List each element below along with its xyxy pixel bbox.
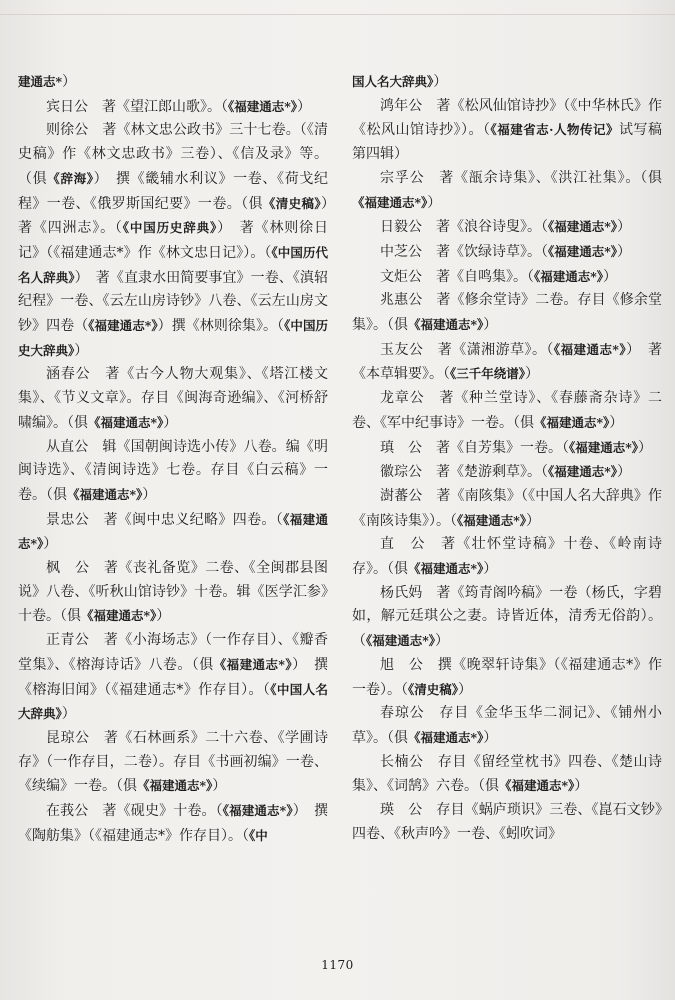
entry-paragraph <box>352 799 662 846</box>
entry-text: ） <box>483 729 498 746</box>
source-citation: 《福建通志*》 <box>534 414 610 430</box>
source-citation: 《中国历史大辞典》 <box>18 318 329 358</box>
entry-paragraph <box>352 70 662 95</box>
entry-text: ） <box>574 778 589 795</box>
source-citation: 《清史稿》 <box>262 195 321 211</box>
source-citation: 《福建通志*》 <box>553 341 627 357</box>
source-citation: 《福建通志*》 <box>81 608 157 624</box>
entry-paragraph <box>352 460 662 485</box>
source-citation: 《福建通志*》 <box>352 194 428 210</box>
entry-text: ） <box>74 342 89 359</box>
entry-text: ） <box>617 464 632 481</box>
source-citation: 《福建通志*》 <box>222 803 293 819</box>
entry-text: 景忠公 著《闽中忠义纪略》四卷。（ <box>46 511 284 528</box>
entry-text: ） <box>617 219 632 236</box>
entry-paragraph <box>352 654 662 702</box>
entry-text: ） <box>163 414 178 431</box>
entry-paragraph <box>352 387 662 435</box>
entry-text: 在莪公 著《砚史》十卷。（ <box>46 803 223 820</box>
entry-paragraph <box>18 727 328 799</box>
page-number: 1170 <box>321 958 354 972</box>
entry-paragraph <box>18 70 328 95</box>
right-column <box>352 70 662 847</box>
entry-paragraph <box>18 363 328 435</box>
entry-text: 直 公 著《壮怀堂诗稿》十卷、《岭南诗存》。（俱 <box>352 536 662 578</box>
entry-text: ） 著《直隶水田简要事宜》一卷、《滇轺纪程》一卷、《云左山房诗钞》八卷、《云左山房文钞》四卷（ <box>18 269 328 335</box>
entry-text: ）撰《林则徐集》。（ <box>157 318 285 335</box>
entry-paragraph <box>18 508 328 557</box>
entry-text: ） <box>61 706 76 723</box>
source-citation: 《清史稿》 <box>408 681 459 697</box>
entry-text: ） <box>483 561 498 578</box>
entry-paragraph <box>352 167 662 215</box>
source-citation: 《福建通志*》 <box>569 439 639 455</box>
entry-text: ） <box>156 608 171 625</box>
entry-text: 文炬公 著《自鸣集》。（ <box>380 268 534 285</box>
source-citation: 《中国人名大辞典》 <box>18 681 328 722</box>
entry-text: 枫 公 著《丧礼备览》二卷、《全闽郡县图说》八卷、《听秋山馆诗钞》十卷。辑《医学汇参》十卷。（俱 <box>18 560 328 625</box>
source-citation: 《福建通志*》 <box>137 778 213 794</box>
entry-paragraph <box>352 289 662 337</box>
entry-paragraph <box>352 436 662 461</box>
entry-text: 瑛 公 存目《蜗庐琐识》三卷、《崑石文钞》四卷、《秋声吟》一卷、《蚓吹词》 <box>352 802 662 842</box>
entry-paragraph <box>352 215 662 240</box>
entry-text: ） 撰《陶舫集》（《福建通志*》作存目）。（ <box>18 803 329 844</box>
source-citation: 《福建通志*》 <box>408 561 484 577</box>
entry-text: ） <box>638 439 653 456</box>
source-citation: 《福建通志*》 <box>67 486 143 502</box>
source-citation: 《中国历代名人辞典》 <box>18 244 328 285</box>
entry-text: ） <box>62 74 77 90</box>
entry-text: ） <box>609 414 624 431</box>
left-column <box>18 70 342 849</box>
entry-text: ） 著《四洲志》。（ <box>18 195 342 237</box>
entry-text: ） <box>142 486 157 503</box>
entry-text: 则徐公 著《林文忠公政书》三十七卷。（《清史稿》作《林文忠政书》三卷）、《信及录》等。（俱 <box>18 122 328 187</box>
entry-paragraph <box>18 799 328 848</box>
source-citation: 《福建通志*》 <box>548 243 618 259</box>
entry-text: ） <box>427 194 442 211</box>
source-citation: 建通志* <box>18 74 63 89</box>
entry-text: 鸿年公 著《松风仙馆诗抄》（《中华林氏》作《松风山馆诗抄》）。（ <box>352 97 662 139</box>
entry-paragraph <box>18 119 342 363</box>
entry-text: ） <box>458 681 473 698</box>
entry-paragraph <box>352 240 662 265</box>
source-citation: 《中 <box>249 827 268 843</box>
entry-text: ） <box>526 512 541 529</box>
entry-paragraph <box>352 751 662 799</box>
source-citation: 《福建通志*》 <box>88 318 158 334</box>
entry-text: 杨氏妈 著《筠青阁吟稿》一卷（杨氏，字碧如，解元廷琪公之妻。诗皆近体，清秀无俗韵）。（ <box>352 584 662 650</box>
entry-paragraph <box>352 582 662 654</box>
entry-text: ） <box>297 98 312 115</box>
source-citation: 《福建通志*》 <box>213 656 293 672</box>
entry-text: 澍蕃公 著《南陔集》（《中国人名大辞典》作《南陔诗集》）。（ <box>352 487 662 529</box>
entry-paragraph <box>352 95 662 167</box>
entry-text: ） 撰《榕海旧闻》（《福建通志*》作存目）。（ <box>18 656 329 698</box>
entry-text: 涵春公 著《古今人物大观集》、《塔江楼文集》、《节义文章》。存目《闽海奇逊编》、《河桥舒啸编》。（俱 <box>18 366 328 431</box>
entry-text: ） 著《本草辑要》。（ <box>352 341 663 383</box>
source-citation: 《福建通志*》 <box>408 317 484 333</box>
source-citation: 《福建通志*》 <box>88 414 164 430</box>
entry-paragraph <box>18 557 328 629</box>
source-citation: 《福建通志*》 <box>548 219 618 235</box>
entry-text: 瑱 公 著《自芳集》一卷。（ <box>380 439 569 456</box>
source-citation: 《福建通志*》 <box>548 464 618 480</box>
source-citation: 《福建通志*》 <box>534 268 604 284</box>
entry-text: ） 撰《畿辅水利议》一卷、《荷戈纪程》一卷、《俄罗斯国纪要》一卷。（俱 <box>18 170 328 212</box>
source-citation: 《福建通志*》 <box>366 633 436 649</box>
entry-paragraph <box>352 702 662 750</box>
entry-text: ） <box>483 317 498 334</box>
entry-paragraph <box>352 533 662 581</box>
entry-paragraph <box>352 265 662 290</box>
entry-text: ） <box>617 243 632 260</box>
entry-paragraph <box>352 485 662 533</box>
source-citation: 《福建通志*》 <box>457 512 527 528</box>
source-citation: 《福建通志*》 <box>408 729 484 745</box>
source-citation: 国人名大辞典》 <box>352 74 434 89</box>
source-citation: 《福建通志*》 <box>228 98 298 114</box>
source-citation: 《福建通志*》 <box>499 778 575 794</box>
entry-text: 龙章公 著《种兰堂诗》、《春藤斋杂诗》二卷、《军中纪事诗》一卷。（俱 <box>352 390 662 431</box>
entry-text: 旭 公 撰《晚翠轩诗集》（《福建通志*》作一卷）。（ <box>352 656 662 698</box>
source-citation: 《中国历史辞典》 <box>122 220 218 236</box>
entry-text: 长楠公 存目《留经堂枕书》四卷、《楚山诗集》、《词鹄》六卷。（俱 <box>352 753 662 795</box>
entry-text: 徽琮公 著《楚游剩草》。（ <box>380 464 548 481</box>
source-citation: 《福建通志*》 <box>18 511 328 552</box>
entry-text: ） <box>433 74 448 90</box>
entry-text: ） <box>525 366 540 383</box>
entry-paragraph <box>352 338 662 387</box>
entry-text: 昆琼公 著《石林画系》二十六卷、《学圃诗存》（一作存目，二卷）。存目《书画初编》一卷、《续编》一卷。（俱 <box>18 729 328 795</box>
entry-text: 玉友公 著《潇湘游草》。（ <box>380 341 554 358</box>
entry-text: 试写稿第四辑） <box>352 122 663 163</box>
entry-text: 宾日公 著《望江郎山歌》。（ <box>46 98 228 115</box>
source-citation: 《福建省志·人物传记》 <box>490 122 620 138</box>
entry-paragraph <box>18 436 328 508</box>
entry-text: ） <box>212 778 227 795</box>
entry-text: ） <box>603 268 618 285</box>
source-citation: 《辞海》 <box>47 170 94 186</box>
entry-text: ） <box>43 536 58 553</box>
running-head-rule <box>0 14 675 15</box>
entry-text: 日毅公 著《浪谷诗叟》。（ <box>380 219 548 236</box>
entry-text: 春琼公 存目《金华玉华二洞记》、《铺州小草》。（俱 <box>352 705 662 746</box>
entry-text: 中芝公 著《饮绿诗草》。（ <box>380 243 548 260</box>
entry-text: 从直公 辑《国朝闽诗选小传》八卷。编《明闽诗选》、《清闽诗选》七卷。存目《白云稿》一卷。（俱 <box>18 438 328 503</box>
source-citation: 《三千年绕谱》 <box>450 366 526 382</box>
entry-text: ） <box>435 633 450 650</box>
entry-paragraph <box>18 95 328 120</box>
entry-text: 宗孚公 著《瓿余诗集》、《洪江社集》。（俱 <box>380 169 662 186</box>
entry-text: 正青公 著《小海场志》（一作存目）、《瓣香堂集》、《榕海诗话》八卷。（俱 <box>18 632 328 673</box>
entry-paragraph <box>18 629 328 727</box>
entry-text: 兆惠公 著《修余堂诗》二卷。存目《修余堂集》。（俱 <box>352 292 662 334</box>
entry-text: ） 著《林则徐日记》（《福建通志*》作《林文忠日记》）。（ <box>18 220 328 261</box>
